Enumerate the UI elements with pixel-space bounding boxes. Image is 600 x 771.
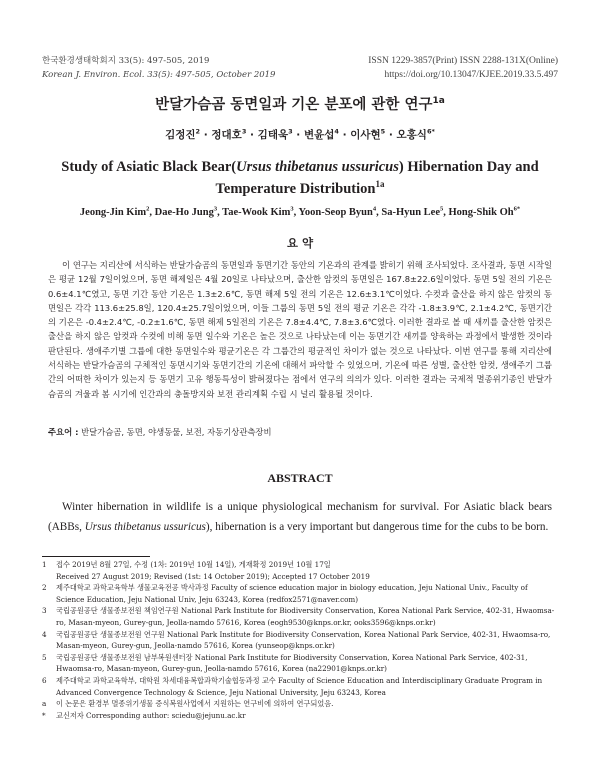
author-en-name: Yoon-Seop Byun xyxy=(298,207,373,218)
species-name-italic: Ursus thibetanus ussuricus xyxy=(236,159,399,175)
english-abstract-heading: ABSTRACT xyxy=(267,471,333,485)
author-ko-name: 김태욱 xyxy=(257,129,289,141)
author-en-affiliation-mark: 2 xyxy=(146,205,150,213)
footnote-item xyxy=(42,698,558,710)
title-english-post: ) Hibernation Day and Temperature Distribution xyxy=(215,159,539,197)
author-ko-affiliation-mark: 3 xyxy=(288,127,293,136)
authors-korean xyxy=(0,127,600,142)
footnote-text: 접수 2019년 8월 27일, 수정 (1차: 2019년 10월 14일), 게재확정 2019년 10월 17일 xyxy=(56,560,331,569)
footnote-mark: 3 xyxy=(42,606,47,616)
authors-english xyxy=(30,207,570,218)
author-ko-separator: · xyxy=(385,129,397,141)
keywords-text: 반달가슴곰, 동면, 야생동물, 보전, 자동기상관측장비 xyxy=(81,427,272,437)
keywords-line xyxy=(48,425,552,439)
footnote-text: 이 논문은 환경부 멸종위기생물 증식복원사업에서 지원하는 연구비에 의하여 연구되었음. xyxy=(56,699,334,709)
author-ko-affiliation-mark: 5 xyxy=(380,127,386,136)
author-en-separator: , xyxy=(293,207,299,218)
footnote-text: 제주대학교 과학교육학부, 대학원 차세대융복합과학기술협동과정 교수 Faculty of Science Education and Interdisciplinary Graduate Program in Advanced Convergence Technology & Science, Jeju National University, Jeju 63243, Korea xyxy=(56,675,543,697)
author-en-name: Dae-Ho Jung xyxy=(154,207,214,218)
abstract-species-italic: Ursus thibetanus ussuricus xyxy=(84,521,206,533)
footnote-mark: a xyxy=(42,699,47,709)
author-en-name: Hong-Shik Oh xyxy=(448,207,514,218)
author-en-name: Tae-Wook Kim xyxy=(222,207,291,218)
footnote-item xyxy=(42,582,558,605)
footnote-divider xyxy=(42,556,150,557)
footnote-item xyxy=(42,652,558,675)
author-ko-separator: · xyxy=(200,129,212,141)
author-ko-name: 변윤섭 xyxy=(303,129,335,141)
author-ko-affiliation-mark: 6* xyxy=(426,127,435,136)
journal-citation xyxy=(42,54,275,82)
author-en-affiliation-mark: 5 xyxy=(440,205,444,213)
footnote-mark: 5 xyxy=(42,652,47,662)
author-ko-name: 김정진 xyxy=(165,129,196,141)
author-en-affiliation-mark: 6* xyxy=(513,205,521,213)
footnote-item xyxy=(42,559,558,582)
author-en-separator: , xyxy=(217,207,223,218)
author-ko-name: 오홍식 xyxy=(396,129,427,141)
author-en-affiliation-mark: 4 xyxy=(372,205,377,213)
footnote-mark: 1 xyxy=(42,560,47,569)
doi-link[interactable]: https://doi.org/10.13047/KJEE.2019.33.5.497 xyxy=(384,70,558,80)
footnote-item xyxy=(42,675,558,698)
abstract-text-part1: Winter hibernation in wildlife is a unique physiological mechanism for survival. For Asiatic black bears (ABBs, xyxy=(48,501,552,533)
author-en-name: Jeong-Jin Kim xyxy=(79,207,147,218)
korean-abstract-body: 이 연구는 지리산에 서식하는 반달가슴곰의 동면일과 동면기간 동안의 기온과의 관계를 밝히기 위해 조사되었다. 조사결과, 동면 시작일은 평균 12월 7일이었으며, 동면 해제일은 4월 20일로 나타났으며, 출산한 암컷의 동면일은 167.8±22.6일이었다. 동면 5일 전의 기온은 0.6±4.1℃였고, 동면 기간 동안 기온은 1.3±2.6℃, 동면 해제 5일 전의 기온은 12.6±3.1℃이었다. 수컷과 출산을 하지 않은 암컷의 동면일은 각각 113.6±25.8일, 120.4±25.7일이었으며, 이들 그룹의 동면 5일 전의 평균 기온은 각각 -1.8±3.9℃, 2.1±4.2℃, 동면기간의 기온은 -0.4±2.4℃, -0.2±1.6℃, 동면 해제 5일전의 기온은 7.8±4.4℃, 7.8±3.6℃였다. 이러한 결과로 볼 때 새끼를 출산한 암컷은 출산을 하지 않은 암컷과 수컷에 비해 동면 일수와 기온은 높은 것으로 나타났는데 이는 동면기간 새끼를 양육하는 과정에서 발생한 것이라 판단된다. 생애주기별 그룹에 대한 동면일수와 평균기온은 각 그룹간의 평균적인 차이가 없는 것으로 나타났다. 이번 연구를 통해 지리산에 서식하는 반달가슴곰의 구체적인 동면시기와 동면기간의 기온에 대해서 파악할 수 있었으며, 기온에 따른 성별, 출산한 암컷, 생애주기 그룹간의 어떠한 차이가 있는지 등 동면기 고유 행동특성이 밝혀졌다는 점에서 연구의 의의가 있다. 이러한 결과는 국제적 멸종위기종인 반달가슴곰의 겨울과 봄 시기에 인간과의 충돌방지와 보전 관리계획 수립 시 널리 활용될 것이다. xyxy=(48,260,552,399)
author-ko-separator: · xyxy=(246,129,258,141)
author-ko-separator: · xyxy=(338,129,351,141)
footnotes xyxy=(42,559,558,721)
author-ko-affiliation-mark: 4 xyxy=(334,127,339,136)
author-en-affiliation-mark: 3 xyxy=(290,205,294,213)
title-english-mark: 1a xyxy=(375,179,385,190)
footnote-text: 국립공원공단 생물종보전원 남부복원센터장 National Park Institute for Biodiversity Conservation, Korea National Park Service, 402-31, Hwaomsa-ro, Masan-myeon, Gurey-gun, Jeolla-namdo 57616, Korea (na22901@knps.or.kr) xyxy=(56,652,528,674)
author-ko-affiliation-mark: 2 xyxy=(195,127,201,136)
author-ko-name: 이사현 xyxy=(350,129,381,141)
footnote-text: Received 27 August 2019; Revised (1st: 14 October 2019); Accepted 17 October 2019 xyxy=(56,571,370,581)
title-english-pre: Study of Asiatic Black Bear( xyxy=(61,159,237,175)
issn-line: ISSN 1229-3857(Print) ISSN 2288-131X(Online) xyxy=(368,56,558,66)
korean-abstract-heading: 요 약 xyxy=(286,236,314,250)
footnote-mark: 6 xyxy=(42,675,47,685)
footnote-item xyxy=(42,629,558,652)
author-en-separator: , xyxy=(149,207,155,218)
english-abstract-body xyxy=(48,497,552,537)
journal-citation-ko: 한국환경생태학회지 33(5): 497-505, 2019 xyxy=(42,56,210,66)
footnote-text: 국립공원공단 생물종보전원 연구원 National Park Institute for Biodiversity Conservation, Korea National Park Service, 402-31, Hwaomsa-ro, Masan-myeon, Gurey-gun, Jeolla-namdo 57616, Korea (yunseop@knps.or.kr) xyxy=(56,629,551,651)
footnote-text: 국립공원공단 생물종보전원 책임연구원 National Park Institute for Biodiversity Conservation, Korea National Park Service, 402-31, Hwaomsa-ro, Masan-myeon, Gurey-gun, Jeolla-namdo 57616, Korea (eogh9530@knps.or.kr, ooks3596@knps.or.kr) xyxy=(56,606,555,627)
footnote-item xyxy=(42,605,558,628)
footnote-mark: 4 xyxy=(42,629,47,639)
footnote-text: 제주대학교 과학교육학부 생물교육전공 박사과정 Faculty of science education major in biology education, Jeju National Univ., Faculty of Science Education, Jeju National Univ, Jeju 63243, Korea (redfox2571@naver.com) xyxy=(56,583,528,604)
author-en-separator: , xyxy=(376,207,382,218)
author-ko-separator: · xyxy=(292,129,304,141)
author-en-affiliation-mark: 3 xyxy=(213,205,218,213)
footnote-mark: 2 xyxy=(42,583,47,593)
author-ko-name: 정대호 xyxy=(211,129,242,141)
footnote-item xyxy=(42,710,558,722)
abstract-text-part2: ), hibernation is a very important but dangerous time for the cubs to be born. xyxy=(205,521,549,533)
title-korean-mark: 1a xyxy=(432,96,445,107)
keywords-label: 주요어 : xyxy=(48,427,79,437)
title-korean-text: 반달가슴곰 동면일과 기온 분포에 관한 연구 xyxy=(155,97,433,113)
title-english xyxy=(52,156,548,200)
author-en-separator: , xyxy=(443,207,449,218)
journal-identifiers xyxy=(368,54,558,82)
footnote-mark: * xyxy=(42,710,46,720)
footnote-text: 교신저자 Corresponding author: sciedu@jejunu.ac.kr xyxy=(56,710,246,720)
author-en-name: Sa-Hyun Lee xyxy=(381,207,440,218)
author-ko-affiliation-mark: 3 xyxy=(241,127,247,136)
journal-citation-en: Korean J. Environ. Ecol. 33(5): 497-505, October 2019 xyxy=(42,70,276,80)
title-korean xyxy=(0,93,600,114)
